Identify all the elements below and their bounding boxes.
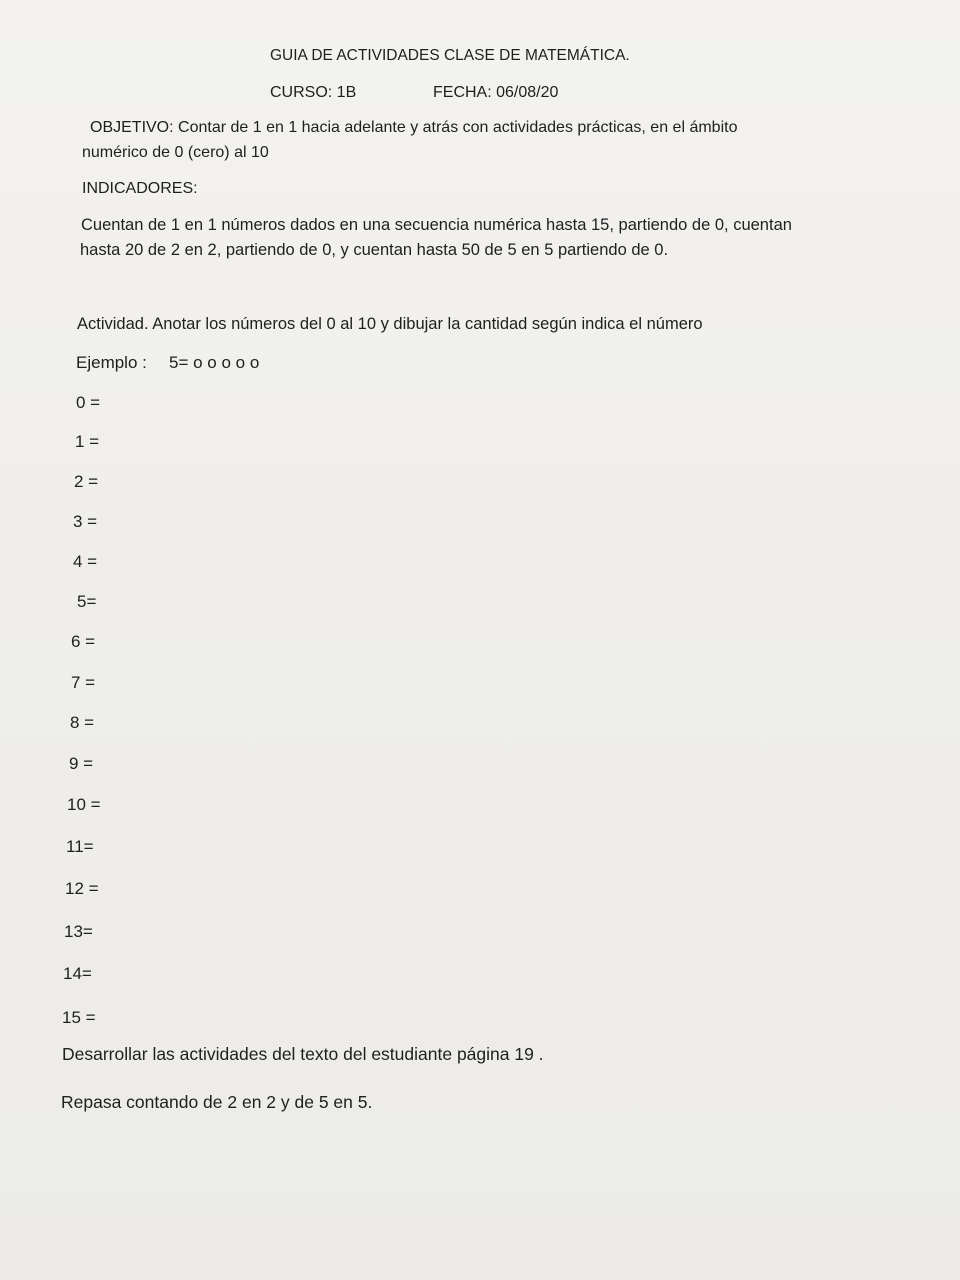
number-row: 6 = [71,632,96,651]
example-label: Ejemplo : [76,353,147,372]
number-row: 13= [64,922,93,941]
number-row: 10 = [67,795,101,814]
indicators-line-1: Cuentan de 1 en 1 números dados en una secuencia numérica hasta 15, partiendo de 0, cuentan [81,216,792,234]
activity-instruction: Actividad. Anotar los números del 0 al 10 y dibujar la cantidad según indica el número [77,315,703,333]
number-row: 9 = [69,754,94,773]
course-label: CURSO: 1B [270,84,357,101]
indicators-heading: INDICADORES: [82,180,198,197]
number-row: 8 = [70,713,95,732]
number-row: 15 = [62,1008,96,1027]
number-row: 2 = [74,472,99,491]
footer-instruction-2: Repasa contando de 2 en 2 y de 5 en 5. [61,1092,373,1112]
number-row: 0 = [76,393,101,412]
example-value: 5= o o o o o [169,353,260,372]
objective-line-2: numérico de 0 (cero) al 10 [82,144,269,161]
number-row: 3 = [73,512,98,531]
number-row: 11= [66,837,94,856]
indicators-line-2: hasta 20 de 2 en 2, partiendo de 0, y cuentan hasta 50 de 5 en 5 partiendo de 0. [80,241,669,259]
number-row: 1 = [75,432,100,451]
number-row: 7 = [71,673,96,692]
number-row: 14= [63,964,92,983]
number-row: 12 = [65,879,99,898]
number-row: 5= [77,592,97,611]
date-label: FECHA: 06/08/20 [433,84,559,101]
objective-line-1: OBJETIVO: Contar de 1 en 1 hacia adelante y atrás con actividades prácticas, en el ámbito [90,119,738,136]
page-title: GUIA DE ACTIVIDADES CLASE DE MATEMÁTICA. [270,47,630,64]
number-row: 4 = [73,552,98,571]
footer-instruction-1: Desarrollar las actividades del texto del estudiante página 19 . [62,1044,544,1064]
